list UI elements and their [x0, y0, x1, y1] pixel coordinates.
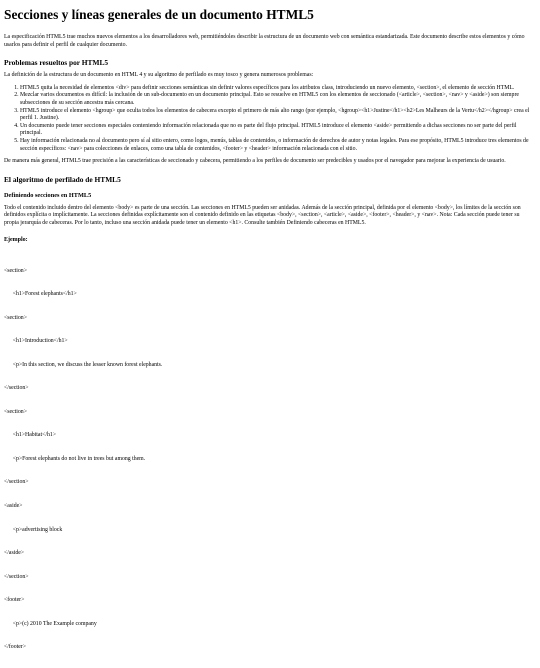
code-line: </section>: [4, 573, 29, 580]
code-line: <section>: [4, 267, 27, 274]
summary-paragraph: De manera más general, HTML5 trae precisión a las características de seccionado y cabecera, permitiendo a los perfiles de documento ser predecibles y usados por el navegador para mejorar la experiencia de usuario.: [4, 158, 506, 165]
code-line: </aside>: [4, 550, 25, 557]
code-line: <section>: [4, 408, 27, 415]
defining-heading: Definiendo secciones en HTML5: [4, 191, 92, 199]
example-label: Ejemplo:: [4, 236, 28, 243]
code-line: <p>advertising block: [4, 526, 63, 533]
list-item: 3. HTML5 introduce el elemento <hgroup> que oculta todos los elementos de cabecera excepto el primero de más alto rango (por ejemplo, <hgroup><h1>Justine</h1><h2>Les Malheurs de la Vertu</h2></hgroup> crea el perfil 1. Justine).: [20, 108, 535, 123]
list-item: 2. Mezclar varios documentos es difícil: la inclusión de un sub-documento en un documento principal. Esto se resuelve en HTML5 con los elementos de seccionado (<article>, <section>, <nav> y <aside>) son siempre subsecciones de su sección ancestra más cercana.: [20, 92, 535, 107]
code-line: <h1>Forest elephants</h1>: [4, 291, 77, 298]
code-example: [4, 252, 535, 668]
code-line: <section>: [4, 314, 27, 321]
problems-heading: Problemas resueltos por HTML5: [4, 58, 109, 68]
page-title: Secciones y líneas generales de un documento HTML5: [4, 7, 314, 22]
problems-list: [4, 85, 535, 153]
defining-paragraph: Todo el contenido incluido dentro del elemento <body> es parte de una sección. Las secciones en HTML5 pueden ser anidadas. Además de la sección principal, definida por el elemento <body>, los límites de la sección son definidos explícita o implícitamente. La secciones definidas explícitamente son el contenido definido en las etiquetas <body>, <section>, <article>, <aside>, <footer>, <header>, y <nav>. Nota: Cada sección puede tener su propia jerarquía de cabeceras. Por lo tanto, incluso una sección anidada puede tener un elemento <h1>. Consulte también Definiendo cabeceras en HTML5.: [4, 204, 521, 226]
list-item: 4. Un documento puede tener secciones especiales conteniendo información relacionada que no es parte del flujo principal. HTML5 introduce el elemento <aside> permitiendo a dichas secciones no ser parte del perfil principal.: [20, 123, 535, 138]
intro-paragraph: La especificación HTML5 trae muchos nuevos elementos a los desarrolladores web, permitiéndoles describir la estructura de un documento web con semántica estandarizada. Este documento describe estos elementos y cómo usarlos para definir el perfil de cualquier documento.: [4, 34, 525, 48]
code-line: <aside>: [4, 503, 23, 509]
code-line: <h1>Introduction</h1>: [4, 338, 68, 345]
code-line: </footer>: [4, 644, 26, 651]
algorithm-heading: El algoritmo de perfilado de HTML5: [4, 174, 121, 184]
code-line: <p>In this section, we discuss the lesser known forest elephants.: [4, 361, 163, 368]
code-line: <p>(c) 2010 The Example company: [4, 620, 97, 627]
code-line: <h1>Habitat</h1>: [4, 432, 57, 439]
code-line: <footer>: [4, 597, 25, 604]
problems-intro: La definición de la estructura de un documento en HTML 4 y su algoritmo de perfilado es muy tosco y genera numerosos problemas:: [4, 72, 314, 79]
list-item: 5. Hay información relacionada no al documento pero sí al sitio entero, como logos, menús, tablas de contenidos, o información de derechos de autor y notas legales. Para ese propósito, HTML5 introduce tres elementos de sección específicos: <nav> para colecciones de enlaces, como una tabla de contenidos, <footer> y <header> información relacionada con el sitio.: [20, 138, 535, 153]
list-item: 1. HTML5 quita la necesidad de elementos <div> para definir secciones semánticas sin definir valores específicos para los atributos class, introduciendo un nuevo elemento, <section>, el elemento de sección HTML.: [20, 85, 535, 93]
code-line: <p>Forest elephants do not live in trees but among them.: [4, 455, 146, 462]
code-line: </section>: [4, 385, 29, 392]
code-line: </section>: [4, 479, 29, 486]
